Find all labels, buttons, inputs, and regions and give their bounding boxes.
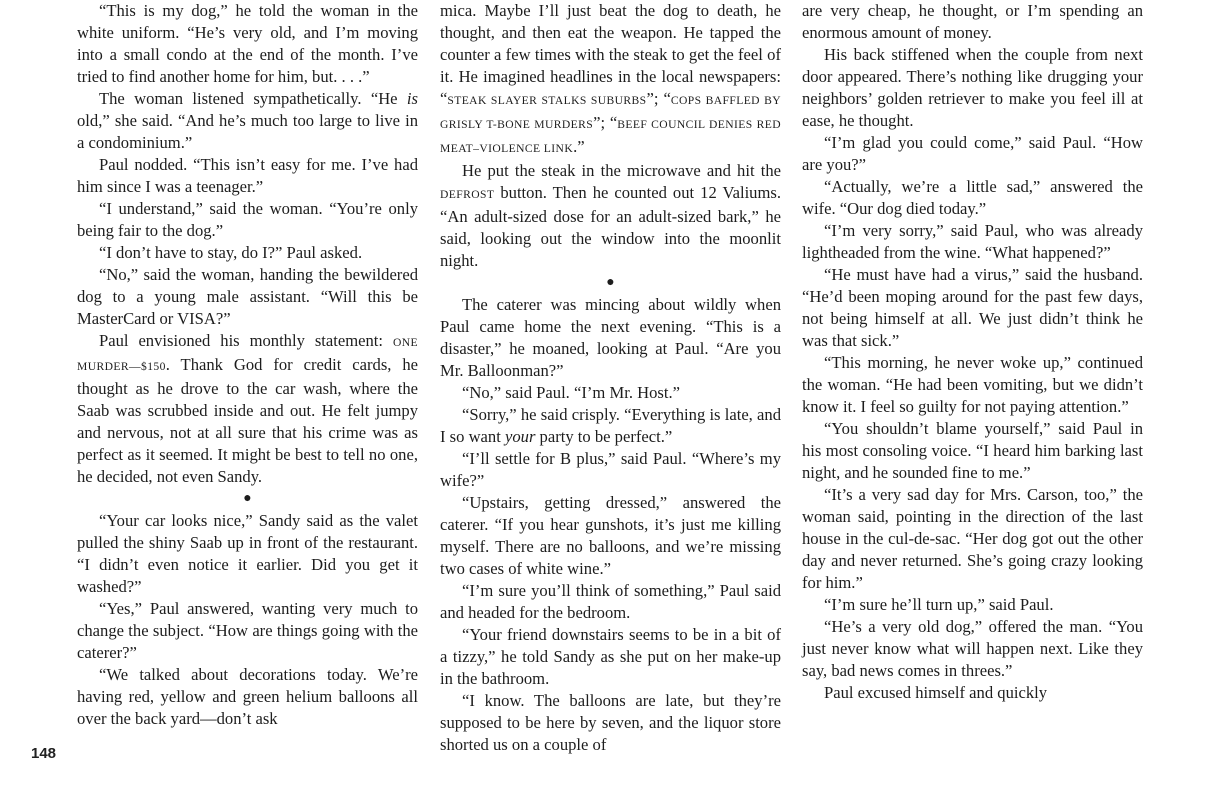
emphasis-text: is	[406, 89, 418, 108]
paragraph: “Upstairs, getting dressed,” answered the caterer. “If you hear gunshots, it’s just me killing myself. There are no balloons, and we’re missing two cases of white wine.”	[440, 493, 781, 578]
paragraph: “I’ll settle for B plus,” said Paul. “Where’s my wife?”	[440, 449, 781, 490]
paragraph	[440, 160, 781, 272]
text-run: party to be perfect.”	[535, 427, 673, 446]
text-run: ”; “	[646, 89, 671, 108]
paragraph: “He’s a very old dog,” offered the man. “You just never know what will happen next. Like they say, bad news comes in threes.”	[802, 617, 1143, 680]
paragraph: “Actually, we’re a little sad,” answered the wife. “Our dog died today.”	[802, 177, 1143, 218]
text-run: button. Then he counted out 12 Valiums. “An adult-sized dose for an adult-sized bark,” he said, looking out the window into the moonlit night.	[440, 183, 781, 270]
paragraph: “I understand,” said the woman. “You’re only being fair to the dog.”	[77, 199, 418, 240]
paragraph: “I’m sure you’ll think of something,” Paul said and headed for the bedroom.	[440, 581, 781, 622]
paragraph: “Your friend downstairs seems to be in a bit of a tizzy,” he told Sandy as she put on her make-up in the bathroom.	[440, 625, 781, 688]
text-run: Paul envisioned his monthly statement:	[99, 331, 393, 350]
paragraph: “This morning, he never woke up,” continued the woman. “He had been vomiting, but we didn’t know it. I feel so guilty for not paying attention.”	[802, 353, 1143, 416]
text-column-1	[77, 0, 418, 730]
text-run: “Sorry,” he said crisply. “Everything is late, and I so want	[440, 405, 781, 446]
paragraph: “This is my dog,” he told the woman in the white uniform. “He’s very old, and I’m moving into a small condo at the end of the month. I’ve tried to find another home for him, but. . . .”	[77, 1, 418, 86]
paragraph: “Yes,” Paul answered, wanting very much to change the subject. “How are things going with the caterer?”	[77, 599, 418, 662]
paragraph: “He must have had a virus,” said the husband. “He’d been moping around for the past few days, not being himself at all. We just didn’t think he was that sick.”	[802, 265, 1143, 350]
paragraph	[440, 0, 781, 160]
small-caps-text: DEFROST	[440, 188, 495, 201]
text-run: .”	[573, 137, 585, 156]
text-column-3	[802, 0, 1143, 704]
small-caps-text: BEEF COUNCIL DENIES RED MEAT–VIOLENCE LINK	[440, 118, 781, 155]
text-column-2	[440, 0, 781, 756]
paragraph: “You shouldn’t blame yourself,” said Paul in his most consoling voice. “I heard him barking last night, and he sounded fine to me.”	[802, 419, 1143, 482]
paragraph: His back stiffened when the couple from next door appeared. There’s nothing like drugging your neighbors’ golden retriever to make you feel ill at ease, he thought.	[802, 45, 1143, 130]
paragraph	[77, 330, 418, 488]
section-break-bullet: ●	[243, 491, 252, 506]
small-caps-text: COPS BAFFLED BY GRISLY T-BONE MURDERS	[440, 94, 781, 131]
text-run: . Thank God for credit cards, he thought as he drove to the car wash, where the Saab was scrubbed inside and out. He felt jumpy and nervous, not at all sure that his crime was as perfect as it seemed. It might be best to tell no one, he decided, not even Sandy.	[77, 355, 418, 486]
small-caps-text: ONE MURDER—$150	[77, 336, 418, 373]
emphasis-text: your	[504, 427, 536, 446]
paragraph: “No,” said the woman, handing the bewildered dog to a young male assistant. “Will this be MasterCard or VISA?”	[77, 265, 418, 328]
text-run: The woman listened sympathetically. “He	[99, 89, 407, 108]
text-run: mica. Maybe I’ll just beat the dog to death, he thought, and then eat the weapon. He tapped the counter a few times with the steak to get the feel of it. He imagined headlines in the local newspapers: “	[440, 1, 781, 108]
paragraph: “I know. The balloons are late, but they’re supposed to be here by seven, and the liquor store shorted us on a couple of	[440, 691, 781, 754]
paragraph: are very cheap, he thought, or I’m spending an enormous amount of money.	[802, 1, 1143, 42]
paragraph: “I’m sure he’ll turn up,” said Paul.	[824, 595, 1054, 614]
paragraph: “I’m glad you could come,” said Paul. “How are you?”	[802, 133, 1143, 174]
small-caps-text: STEAK SLAYER STALKS SUBURBS	[447, 94, 647, 107]
paragraph: “It’s a very sad day for Mrs. Carson, too,” the woman said, pointing in the direction of the last house in the cul-de-sac. “Her dog got out the other day and never returned. She’s going crazy looking for him.”	[802, 485, 1143, 592]
text-run: He put the steak in the microwave and hit the	[462, 161, 781, 180]
paragraph: “No,” said Paul. “I’m Mr. Host.”	[462, 383, 680, 402]
paragraph	[440, 404, 781, 448]
paragraph: Paul nodded. “This isn’t easy for me. I’ve had him since I was a teenager.”	[77, 155, 418, 196]
paragraph: “Your car looks nice,” Sandy said as the valet pulled the shiny Saab up in front of the restaurant. “I didn’t even notice it earlier. Did you get it washed?”	[77, 511, 418, 596]
text-run: old,” she said. “And he’s much too large to live in a condominium.”	[77, 111, 418, 152]
paragraph: The caterer was mincing about wildly when Paul came home the next evening. “This is a disaster,” he moaned, looking at Paul. “Are you Mr. Balloonman?”	[440, 295, 781, 380]
text-run: ”; “	[593, 113, 618, 132]
paragraph	[77, 88, 418, 154]
paragraph: “I don’t have to stay, do I?” Paul asked.	[99, 243, 363, 262]
paragraph: “We talked about decorations today. We’re having red, yellow and green helium balloons all over the back yard—don’t ask	[77, 665, 418, 728]
paragraph: “I’m very sorry,” said Paul, who was already lightheaded from the wine. “What happened?”	[802, 221, 1143, 262]
page-number: 148	[31, 745, 57, 762]
section-break-bullet: ●	[606, 275, 615, 290]
paragraph: Paul excused himself and quickly	[824, 683, 1048, 702]
